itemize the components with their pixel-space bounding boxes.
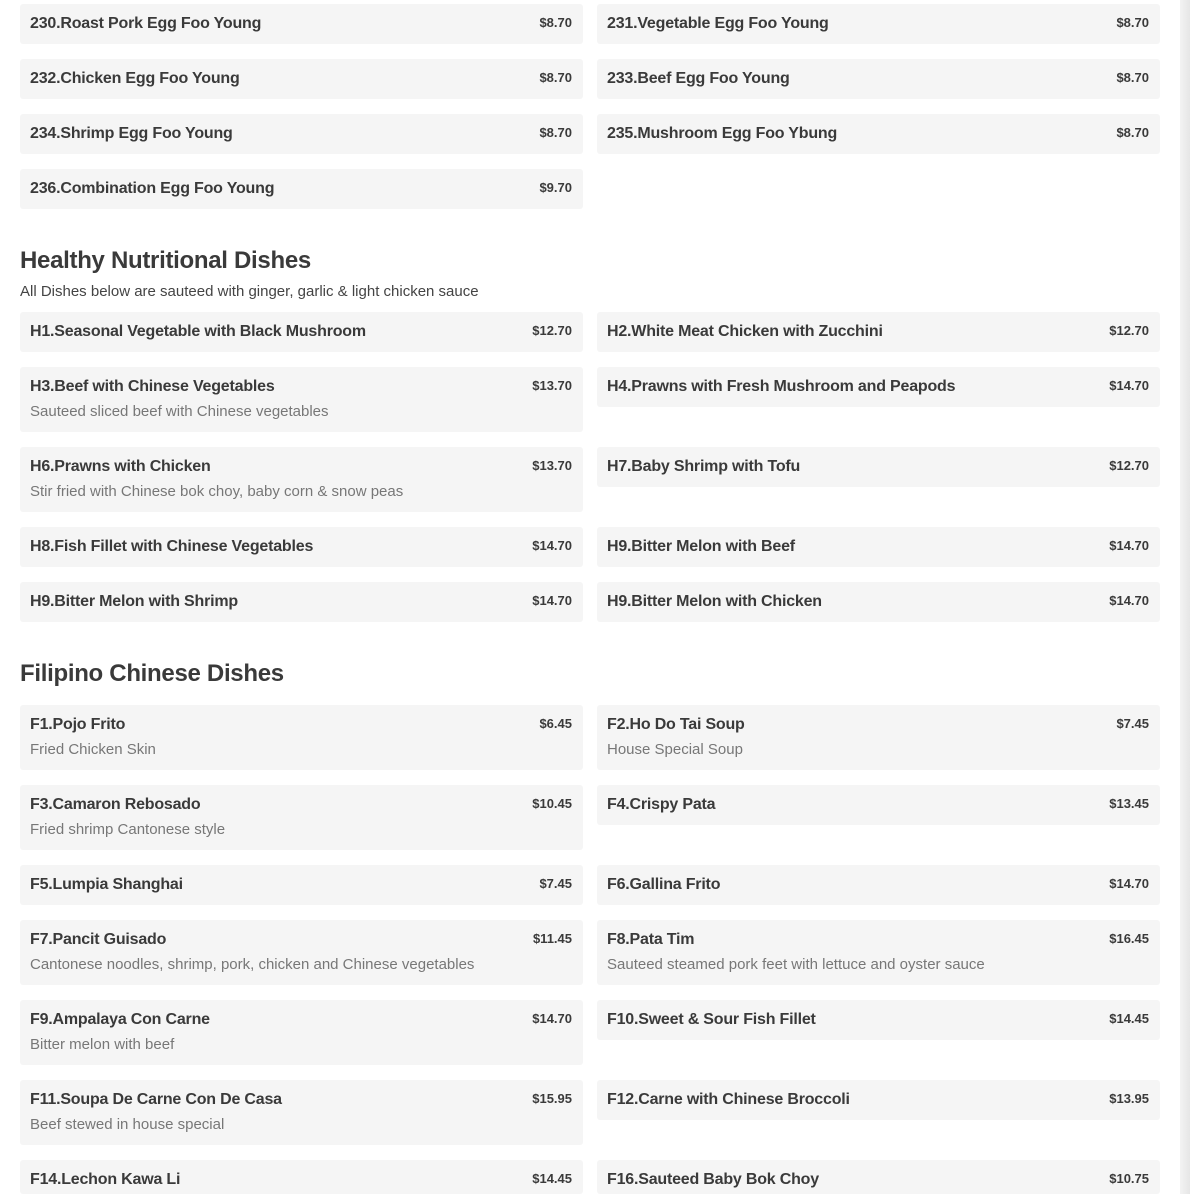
item-name: F1.Pojo Frito [30, 716, 126, 733]
item-name: H7.Baby Shrimp with Tofu [607, 458, 801, 475]
menu-item[interactable] [597, 527, 1160, 567]
menu-item[interactable] [597, 785, 1160, 825]
item-name: 231.Vegetable Egg Foo Young [607, 15, 829, 32]
menu-item[interactable] [597, 705, 1160, 770]
menu-item[interactable] [20, 1080, 583, 1145]
menu-item[interactable] [20, 582, 583, 622]
menu-item[interactable] [20, 705, 583, 770]
item-price: $8.70 [539, 125, 572, 140]
menu-item[interactable] [20, 1160, 583, 1194]
menu-item[interactable] [597, 4, 1160, 44]
item-name: H9.Bitter Melon with Chicken [607, 593, 822, 610]
item-price: $8.70 [1116, 125, 1149, 140]
item-name: F8.Pata Tim [607, 931, 695, 948]
menu-item[interactable] [20, 1000, 583, 1065]
item-name: H4.Prawns with Fresh Mushroom and Peapods [607, 378, 956, 395]
menu-item[interactable] [20, 785, 583, 850]
item-price: $13.70 [532, 458, 572, 473]
menu-item[interactable] [20, 59, 583, 99]
item-description: Beef stewed in house special [30, 1116, 225, 1133]
menu-item[interactable] [597, 59, 1160, 99]
item-price: $13.45 [1109, 796, 1149, 811]
menu-item[interactable] [20, 920, 583, 985]
item-price: $14.45 [1109, 1011, 1149, 1026]
item-price: $8.70 [1116, 15, 1149, 30]
item-name: H3.Beef with Chinese Vegetables [30, 378, 275, 395]
item-name: 235.Mushroom Egg Foo Ybung [607, 125, 838, 142]
item-name: 232.Chicken Egg Foo Young [30, 70, 240, 87]
item-name: H8.Fish Fillet with Chinese Vegetables [30, 538, 314, 555]
menu-item[interactable] [20, 169, 583, 209]
item-name: F4.Crispy Pata [607, 796, 716, 813]
item-price: $8.70 [1116, 70, 1149, 85]
item-name: F11.Soupa De Carne Con De Casa [30, 1091, 282, 1108]
menu-item[interactable] [597, 367, 1160, 407]
item-description: Fried Chicken Skin [30, 741, 156, 758]
item-name: F14.Lechon Kawa Li [30, 1171, 181, 1188]
menu-item[interactable] [20, 367, 583, 432]
item-name: H1.Seasonal Vegetable with Black Mushroom [30, 323, 366, 340]
item-description: Stir fried with Chinese bok choy, baby corn & snow peas [30, 483, 404, 500]
item-description: Sauteed steamed pork feet with lettuce and oyster sauce [607, 956, 985, 973]
item-price: $11.45 [532, 931, 572, 946]
item-price: $14.70 [1109, 538, 1149, 553]
menu-item[interactable] [597, 447, 1160, 487]
item-price: $10.75 [1109, 1171, 1149, 1186]
item-price: $13.70 [532, 378, 572, 393]
menu-item[interactable] [597, 312, 1160, 352]
item-name: F3.Camaron Rebosado [30, 796, 201, 813]
menu-item[interactable] [597, 865, 1160, 905]
item-name: 233.Beef Egg Foo Young [607, 70, 790, 87]
item-description: Fried shrimp Cantonese style [30, 821, 226, 838]
item-price: $8.70 [539, 15, 572, 30]
item-price: $14.70 [1109, 593, 1149, 608]
item-description: Sauteed sliced beef with Chinese vegetables [30, 403, 329, 420]
item-price: $14.70 [1109, 876, 1149, 891]
item-price: $10.45 [532, 796, 572, 811]
item-name: H9.Bitter Melon with Beef [607, 538, 795, 555]
item-name: F6.Gallina Frito [607, 876, 721, 893]
item-name: H6.Prawns with Chicken [30, 458, 211, 475]
item-name: 230.Roast Pork Egg Foo Young [30, 15, 262, 32]
item-price: $14.70 [532, 593, 572, 608]
item-price: $14.70 [532, 1011, 572, 1026]
menu-item[interactable] [597, 920, 1160, 985]
item-price: $14.45 [532, 1171, 572, 1186]
item-price: $12.70 [1109, 458, 1149, 473]
section-subtitle-healthy: All Dishes below are sauteed with ginger, garlic & light chicken sauce [20, 283, 479, 300]
menu-item[interactable] [20, 527, 583, 567]
item-name: 236.Combination Egg Foo Young [30, 180, 275, 197]
item-description: Cantonese noodles, shrimp, pork, chicken and Chinese vegetables [30, 956, 475, 973]
item-price: $7.45 [1116, 716, 1149, 731]
menu-item[interactable] [20, 4, 583, 44]
section-title-filipino: Filipino Chinese Dishes [20, 660, 284, 687]
menu-item[interactable] [20, 312, 583, 352]
item-name: H2.White Meat Chicken with Zucchini [607, 323, 883, 340]
item-name: F16.Sauteed Baby Bok Choy [607, 1171, 819, 1188]
item-name: H9.Bitter Melon with Shrimp [30, 593, 238, 610]
item-price: $7.45 [539, 876, 572, 891]
scrollbar[interactable] [1180, 0, 1190, 1194]
item-description: Bitter melon with beef [30, 1036, 175, 1053]
item-name: F10.Sweet & Sour Fish Fillet [607, 1011, 816, 1028]
item-price: $12.70 [532, 323, 572, 338]
menu-item[interactable] [597, 1080, 1160, 1120]
item-name: F7.Pancit Guisado [30, 931, 167, 948]
item-description: House Special Soup [607, 741, 743, 758]
menu-item[interactable] [597, 114, 1160, 154]
item-name: F2.Ho Do Tai Soup [607, 716, 745, 733]
item-price: $16.45 [1109, 931, 1149, 946]
item-price: $12.70 [1109, 323, 1149, 338]
menu-item[interactable] [597, 1000, 1160, 1040]
item-price: $13.95 [1109, 1091, 1149, 1106]
item-price: $9.70 [539, 180, 572, 195]
item-price: $15.95 [532, 1091, 572, 1106]
menu-item[interactable] [20, 447, 583, 512]
item-price: $6.45 [539, 716, 572, 731]
item-price: $14.70 [532, 538, 572, 553]
item-price: $8.70 [539, 70, 572, 85]
menu-item[interactable] [20, 114, 583, 154]
item-name: 234.Shrimp Egg Foo Young [30, 125, 233, 142]
item-name: F5.Lumpia Shanghai [30, 876, 183, 893]
menu-item[interactable] [597, 1160, 1160, 1194]
item-price: $14.70 [1109, 378, 1149, 393]
item-name: F12.Carne with Chinese Broccoli [607, 1091, 850, 1108]
item-name: F9.Ampalaya Con Carne [30, 1011, 210, 1028]
section-title-healthy: Healthy Nutritional Dishes [20, 247, 311, 274]
menu-item[interactable] [20, 865, 583, 905]
menu-item[interactable] [597, 582, 1160, 622]
